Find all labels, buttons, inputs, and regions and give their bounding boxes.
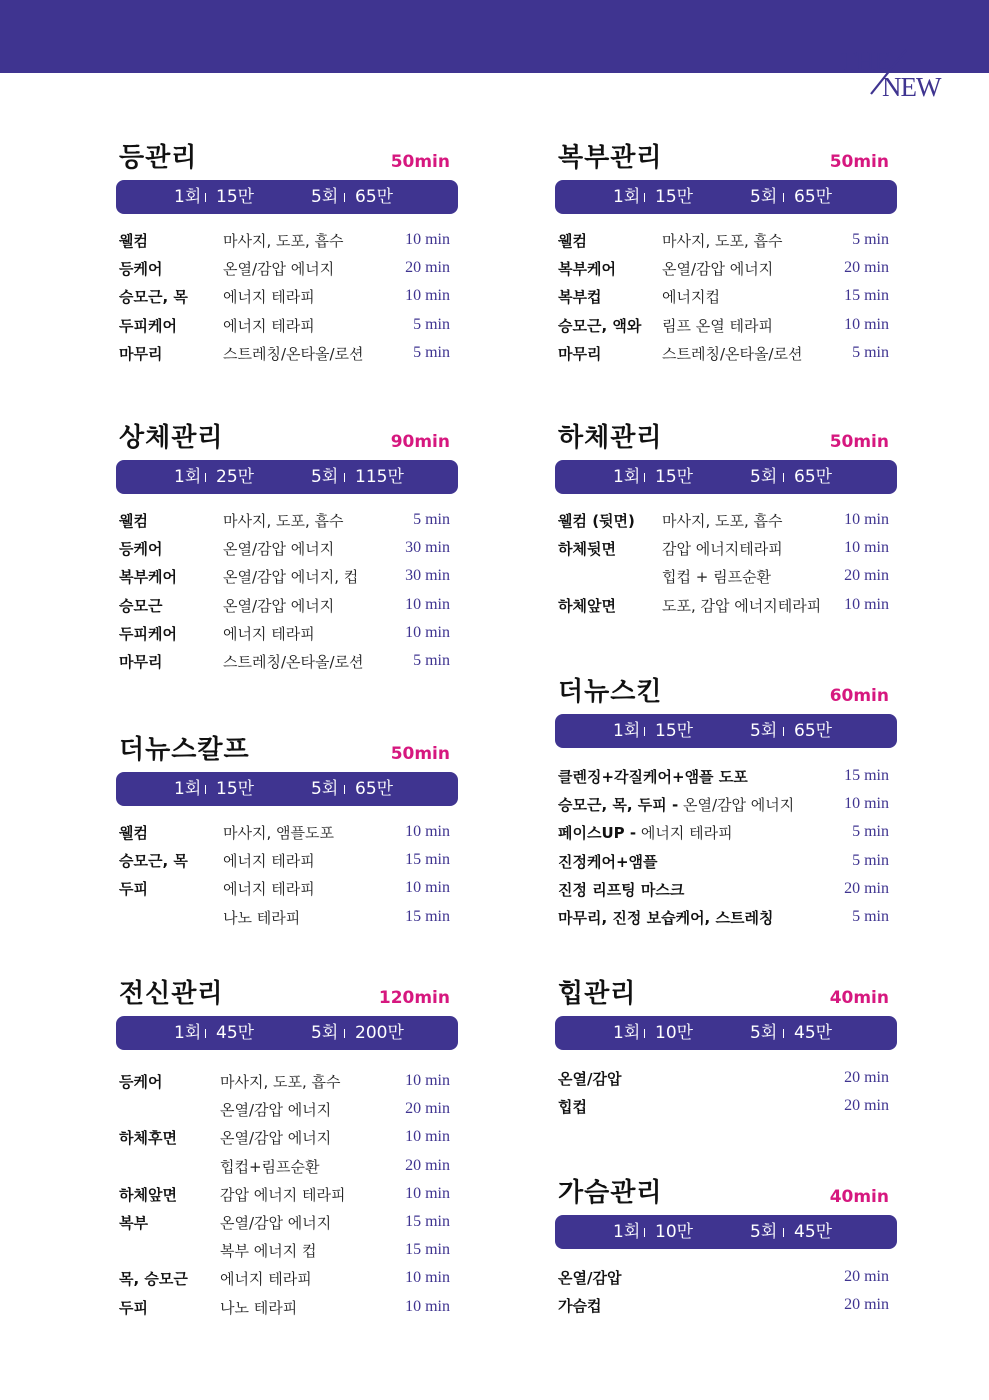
list-item: [558, 537, 892, 565]
list-item: [119, 257, 453, 285]
item-name: 목, 승모근: [119, 1270, 188, 1289]
single-session-count: 1회: [613, 1222, 641, 1242]
item-time: 15 min: [844, 287, 889, 305]
item-time: 10 min: [405, 623, 450, 641]
item-desc: 힙컵 + 림프순환: [662, 568, 772, 587]
single-session-count: 1회: [613, 721, 641, 741]
package-price: 65만: [794, 721, 833, 741]
single-session-price: 15만: [216, 187, 255, 207]
item-time: 10 min: [405, 595, 450, 613]
item-name: 두피케어: [119, 316, 177, 335]
item-name: 등케어: [119, 260, 163, 279]
item-time: 5 min: [852, 907, 889, 925]
item-time: 15 min: [844, 767, 889, 784]
section-title: 상체관리: [119, 423, 224, 453]
list-item: [119, 229, 453, 257]
list-item: [119, 1098, 453, 1126]
section-hip: [555, 977, 897, 1127]
item-desc: 감압 에너지테라피: [662, 540, 783, 559]
item-name: [558, 823, 733, 843]
item-time: 5 min: [852, 231, 889, 248]
list-item: [119, 1183, 453, 1211]
item-time: 10 min: [405, 1297, 450, 1315]
item-name: 두피: [119, 1298, 148, 1317]
item-time: 5 min: [852, 823, 889, 841]
svg-text:THE: THE: [840, 46, 890, 76]
item-time: 10 min: [405, 879, 450, 897]
item-name: 하체앞면: [119, 1185, 177, 1204]
package-price: 45만: [794, 1023, 833, 1043]
item-desc: 온열/감압 에너지: [220, 1213, 332, 1232]
the-new-logo-mark: [838, 44, 956, 100]
price-divider: [205, 473, 206, 482]
item-list: [119, 509, 453, 678]
section-scalp: [116, 733, 458, 933]
item-desc: 마사지, 도포, 흡수: [662, 232, 783, 250]
list-item: [558, 509, 892, 537]
list-item: [119, 1070, 453, 1098]
list-item: [119, 594, 453, 622]
section-chest: [555, 1176, 897, 1326]
item-time: 15 min: [405, 907, 450, 925]
item-name: 마무리: [558, 344, 602, 363]
brand-logo: [838, 44, 956, 100]
item-title: 마무리, 진정 보습케어, 스트레칭: [558, 908, 774, 927]
item-name: 승모근, 목: [119, 852, 188, 871]
item-name: 웰컴: [119, 232, 148, 250]
item-name: 하체후면: [119, 1129, 177, 1148]
section-duration: 40min: [829, 988, 889, 1008]
item-desc: 온열/감압 에너지: [223, 540, 335, 559]
list-item: [119, 1126, 453, 1154]
item-time: 20 min: [844, 1296, 889, 1314]
single-session-count: 1회: [174, 779, 202, 799]
item-time: 10 min: [844, 511, 889, 528]
package-count: 5회: [311, 779, 339, 799]
item-list: [119, 1070, 453, 1324]
price-divider: [783, 727, 784, 736]
item-name: 마무리: [119, 652, 163, 671]
price-divider: [205, 1029, 206, 1038]
item-time: 30 min: [405, 567, 450, 585]
item-desc: 온열/감압 에너지, 컵: [223, 568, 359, 587]
list-item: [119, 849, 453, 877]
section-duration: 50min: [829, 432, 889, 452]
item-time: 10 min: [405, 823, 450, 840]
list-item: [558, 1294, 892, 1322]
item-desc: 온열/감압 에너지: [223, 596, 335, 615]
list-item: [558, 793, 892, 821]
item-time: 20 min: [844, 259, 889, 277]
item-list: [558, 765, 892, 934]
item-desc: 온열/감압 에너지: [223, 260, 335, 279]
list-item: [558, 342, 892, 370]
item-name: 하체뒷면: [558, 540, 616, 559]
item-name: 하체앞면: [558, 596, 616, 615]
list-item: [119, 1155, 453, 1183]
list-item: [119, 537, 453, 565]
price-bar: [555, 460, 897, 494]
item-name: 온열/감압: [558, 1070, 622, 1088]
item-time: 5 min: [413, 651, 450, 669]
package-count: 5회: [750, 187, 778, 207]
list-item: [558, 878, 892, 906]
item-name: 승모근: [119, 596, 163, 615]
section-title: 가슴관리: [558, 1178, 663, 1208]
single-session-price: 15만: [655, 467, 694, 487]
item-desc: 스트레칭/온타올/로션: [662, 344, 803, 363]
item-time: 15 min: [405, 851, 450, 869]
item-time: 20 min: [844, 567, 889, 585]
item-name: 등케어: [119, 1073, 163, 1091]
package-count: 5회: [311, 467, 339, 487]
price-divider: [644, 193, 645, 202]
item-list: [119, 229, 453, 370]
section-title: 하체관리: [558, 423, 663, 453]
item-name: 온열/감압: [558, 1269, 622, 1287]
item-desc: 에너지 테라피: [636, 824, 733, 843]
list-item: [558, 285, 892, 313]
price-divider: [644, 727, 645, 736]
item-name: 복부컵: [558, 288, 602, 307]
price-divider: [783, 1228, 784, 1237]
price-divider: [205, 193, 206, 202]
item-time: 10 min: [405, 1072, 450, 1089]
list-item: [119, 622, 453, 650]
item-desc: 감압 에너지 테라피: [220, 1185, 346, 1204]
single-session-count: 1회: [174, 1023, 202, 1043]
item-desc: 마사지, 도포, 흡수: [223, 512, 344, 530]
item-time: 10 min: [405, 1269, 450, 1287]
package-count: 5회: [750, 1023, 778, 1043]
section-upper-body: [116, 421, 458, 681]
item-list: [558, 229, 892, 370]
package-count: 5회: [750, 467, 778, 487]
item-time: 15 min: [405, 1241, 450, 1259]
item-desc: 마사지, 도포, 흡수: [220, 1073, 341, 1091]
package-price: 200만: [355, 1023, 404, 1043]
item-time: 30 min: [405, 539, 450, 557]
single-session-price: 15만: [655, 187, 694, 207]
item-desc: 온열/감압 에너지: [662, 260, 774, 279]
price-bar: [555, 180, 897, 214]
section-duration: 60min: [829, 686, 889, 706]
list-item: [119, 1211, 453, 1239]
item-title: 진정케어+앰플: [558, 852, 658, 871]
package-count: 5회: [750, 721, 778, 741]
single-session-count: 1회: [613, 187, 641, 207]
package-price: 65만: [355, 187, 394, 207]
item-list: [558, 1067, 892, 1123]
section-title: 등관리: [119, 143, 198, 173]
item-time: 5 min: [852, 851, 889, 869]
item-time: 10 min: [844, 795, 889, 813]
single-session-price: 10만: [655, 1023, 694, 1043]
price-divider: [644, 1029, 645, 1038]
section-title: 복부관리: [558, 143, 663, 173]
item-time: 20 min: [844, 1097, 889, 1115]
item-list: [119, 821, 453, 934]
item-name: [558, 908, 773, 928]
list-item: [558, 565, 892, 593]
section-title: 전신관리: [119, 979, 224, 1009]
single-session-price: 15만: [216, 779, 255, 799]
item-desc: 에너지 테라피: [220, 1270, 312, 1289]
section-title: 더뉴스킨: [558, 677, 663, 707]
list-item: [119, 509, 453, 537]
list-item: [119, 285, 453, 313]
item-desc: 에너지 테라피: [223, 624, 315, 643]
item-name: 힙컵: [558, 1098, 587, 1117]
price-bar: [116, 180, 458, 214]
list-item: [558, 257, 892, 285]
price-divider: [783, 1029, 784, 1038]
package-count: 5회: [750, 1222, 778, 1242]
price-divider: [344, 193, 345, 202]
list-item: [558, 821, 892, 849]
item-name: [558, 880, 684, 900]
item-title: 클렌징+각질케어+앰플 도포: [558, 768, 748, 786]
price-divider: [205, 785, 206, 794]
item-name: 웰컴 (뒷면): [558, 512, 635, 530]
section-duration: 40min: [829, 1187, 889, 1207]
list-item: [558, 1067, 892, 1095]
list-item: [119, 821, 453, 849]
item-name: [558, 767, 748, 787]
section-lower-body: [555, 421, 897, 621]
item-desc: 스트레칭/온타올/로션: [223, 344, 364, 363]
item-time: 10 min: [405, 1128, 450, 1146]
price-divider: [644, 473, 645, 482]
item-time: 10 min: [844, 315, 889, 333]
single-session-price: 10만: [655, 1222, 694, 1242]
section-skin: [555, 675, 897, 935]
item-time: 20 min: [405, 1156, 450, 1174]
item-name: 웰컴: [558, 232, 587, 250]
item-name: 두피: [119, 880, 148, 899]
svg-text:NEW: NEW: [882, 72, 941, 100]
item-time: 5 min: [413, 315, 450, 333]
price-divider: [783, 193, 784, 202]
item-time: 10 min: [405, 231, 450, 248]
section-duration: 50min: [390, 152, 450, 172]
item-desc: 나노 테라피: [220, 1298, 298, 1317]
price-bar: [555, 714, 897, 748]
item-title: 진정 리프팅 마스크: [558, 880, 685, 899]
section-title: 더뉴스칼프: [119, 735, 250, 765]
item-time: 15 min: [405, 1212, 450, 1230]
item-desc: 스트레칭/온타올/로션: [223, 652, 364, 671]
item-name: [558, 852, 658, 872]
list-item: [558, 765, 892, 793]
item-name: [558, 795, 794, 815]
package-price: 45만: [794, 1222, 833, 1242]
list-item: [558, 1266, 892, 1294]
list-item: [119, 877, 453, 905]
section-duration: 120min: [378, 988, 450, 1008]
single-session-count: 1회: [174, 187, 202, 207]
package-count: 5회: [311, 1023, 339, 1043]
price-bar: [116, 772, 458, 806]
item-desc: 에너지 테라피: [223, 288, 315, 307]
item-time: 10 min: [844, 539, 889, 557]
item-desc: 마사지, 도포, 흡수: [223, 232, 344, 250]
list-item: [119, 342, 453, 370]
item-desc: 마사지, 도포, 흡수: [662, 512, 783, 530]
item-desc: 온열/감압 에너지: [220, 1101, 332, 1120]
item-name: 웰컴: [119, 512, 148, 530]
price-divider: [783, 473, 784, 482]
item-desc: 에너지 테라피: [223, 316, 315, 335]
list-item: [558, 314, 892, 342]
price-divider: [644, 1228, 645, 1237]
item-desc: 도포, 감압 에너지테라피: [662, 596, 822, 615]
item-name: 웰컴: [119, 824, 148, 842]
package-price: 65만: [794, 467, 833, 487]
section-full-body: [116, 977, 458, 1322]
list-item: [558, 906, 892, 934]
item-desc: 에너지컵: [662, 288, 720, 307]
single-session-count: 1회: [174, 467, 202, 487]
section-back: [116, 141, 458, 371]
item-name: 마무리: [119, 344, 163, 363]
single-session-count: 1회: [613, 1023, 641, 1043]
item-desc: 에너지 테라피: [223, 852, 315, 871]
item-time: 20 min: [844, 879, 889, 897]
section-abdomen: [555, 141, 897, 371]
section-duration: 50min: [390, 744, 450, 764]
item-time: 20 min: [405, 259, 450, 277]
price-divider: [344, 785, 345, 794]
package-price: 65만: [355, 779, 394, 799]
single-session-price: 15만: [655, 721, 694, 741]
price-bar: [555, 1016, 897, 1050]
list-item: [558, 850, 892, 878]
item-time: 5 min: [413, 511, 450, 528]
section-duration: 50min: [829, 152, 889, 172]
price-bar: [555, 1215, 897, 1249]
list-item: [119, 1296, 453, 1324]
single-session-price: 45만: [216, 1023, 255, 1043]
item-name: 복부케어: [119, 568, 177, 587]
price-bar: [116, 1016, 458, 1050]
single-session-count: 1회: [613, 467, 641, 487]
item-time: 10 min: [405, 1184, 450, 1202]
price-divider: [344, 1029, 345, 1038]
list-item: [558, 229, 892, 257]
item-time: 20 min: [405, 1100, 450, 1118]
price-bar: [116, 460, 458, 494]
single-session-price: 25만: [216, 467, 255, 487]
price-divider: [344, 473, 345, 482]
item-time: 20 min: [844, 1069, 889, 1086]
item-desc: 마사지, 앰플도포: [223, 824, 334, 842]
item-name: 두피케어: [119, 624, 177, 643]
item-name: 복부: [119, 1213, 148, 1232]
package-price: 115만: [355, 467, 404, 487]
item-list: [558, 509, 892, 622]
list-item: [119, 650, 453, 678]
item-name: 승모근, 목: [119, 288, 188, 307]
item-time: 20 min: [844, 1268, 889, 1285]
item-desc: 복부 에너지 컵: [220, 1242, 317, 1261]
item-name: 승모근, 액와: [558, 316, 642, 335]
item-time: 10 min: [405, 287, 450, 305]
section-title: 힙관리: [558, 979, 637, 1009]
list-item: [119, 1239, 453, 1267]
item-desc: 나노 테라피: [223, 908, 301, 927]
item-name: 복부케어: [558, 260, 616, 279]
item-desc: 힙컵+림프순환: [220, 1157, 320, 1176]
list-item: [119, 1267, 453, 1295]
list-item: [119, 565, 453, 593]
item-desc: 온열/감압 에너지: [678, 796, 795, 815]
item-desc: 온열/감압 에너지: [220, 1129, 332, 1148]
item-time: 5 min: [413, 343, 450, 361]
item-desc: 에너지 테라피: [223, 880, 315, 899]
list-item: [558, 594, 892, 622]
item-list: [558, 1266, 892, 1322]
list-item: [119, 314, 453, 342]
item-title: 승모근, 목, 두피 -: [558, 796, 679, 815]
item-title: 페이스UP -: [558, 824, 637, 843]
item-name: 등케어: [119, 540, 163, 559]
item-name: 가슴컵: [558, 1297, 602, 1316]
item-desc: 림프 온열 테라피: [662, 316, 773, 335]
list-item: [558, 1095, 892, 1123]
item-time: 5 min: [852, 343, 889, 361]
item-time: 10 min: [844, 595, 889, 613]
list-item: [119, 906, 453, 934]
package-count: 5회: [311, 187, 339, 207]
section-duration: 90min: [390, 432, 450, 452]
package-price: 65만: [794, 187, 833, 207]
